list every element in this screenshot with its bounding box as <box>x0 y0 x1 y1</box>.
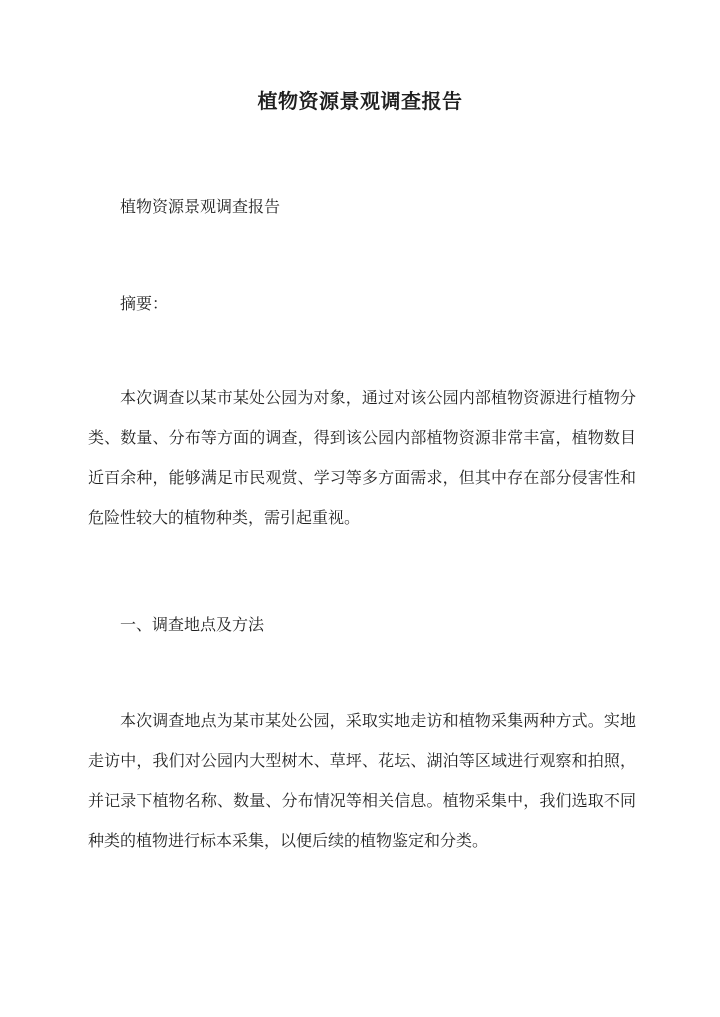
document-subtitle: 植物资源景观调查报告 <box>120 197 281 216</box>
abstract-paragraph: 本次调查以某市某处公园为对象，通过对该公园内部植物资源进行植物分类、数量、分布等方面的调查，得到该公园内部植物资源非常丰富，植物数目近百余种，能够满足市民观赏、学习等多方面需求，但其中存在部分侵害性和危险性较大的植物种类，需引起重视。 <box>88 388 636 527</box>
abstract-label: 摘要： <box>120 294 169 313</box>
section-paragraph: 本次调查地点为某市某处公园，采取实地走访和植物采集两种方式。实地走访中，我们对公园内大型树木、草坪、花坛、湖泊等区域进行观察和拍照，并记录下植物名称、数量、分布情况等相关信息。植物采集中，我们选取不同种类的植物进行标本采集，以便后续的植物鉴定和分类。 <box>88 711 636 850</box>
section-heading: 一、调查地点及方法 <box>120 615 265 634</box>
document-title: 植物资源景观调查报告 <box>257 89 463 113</box>
